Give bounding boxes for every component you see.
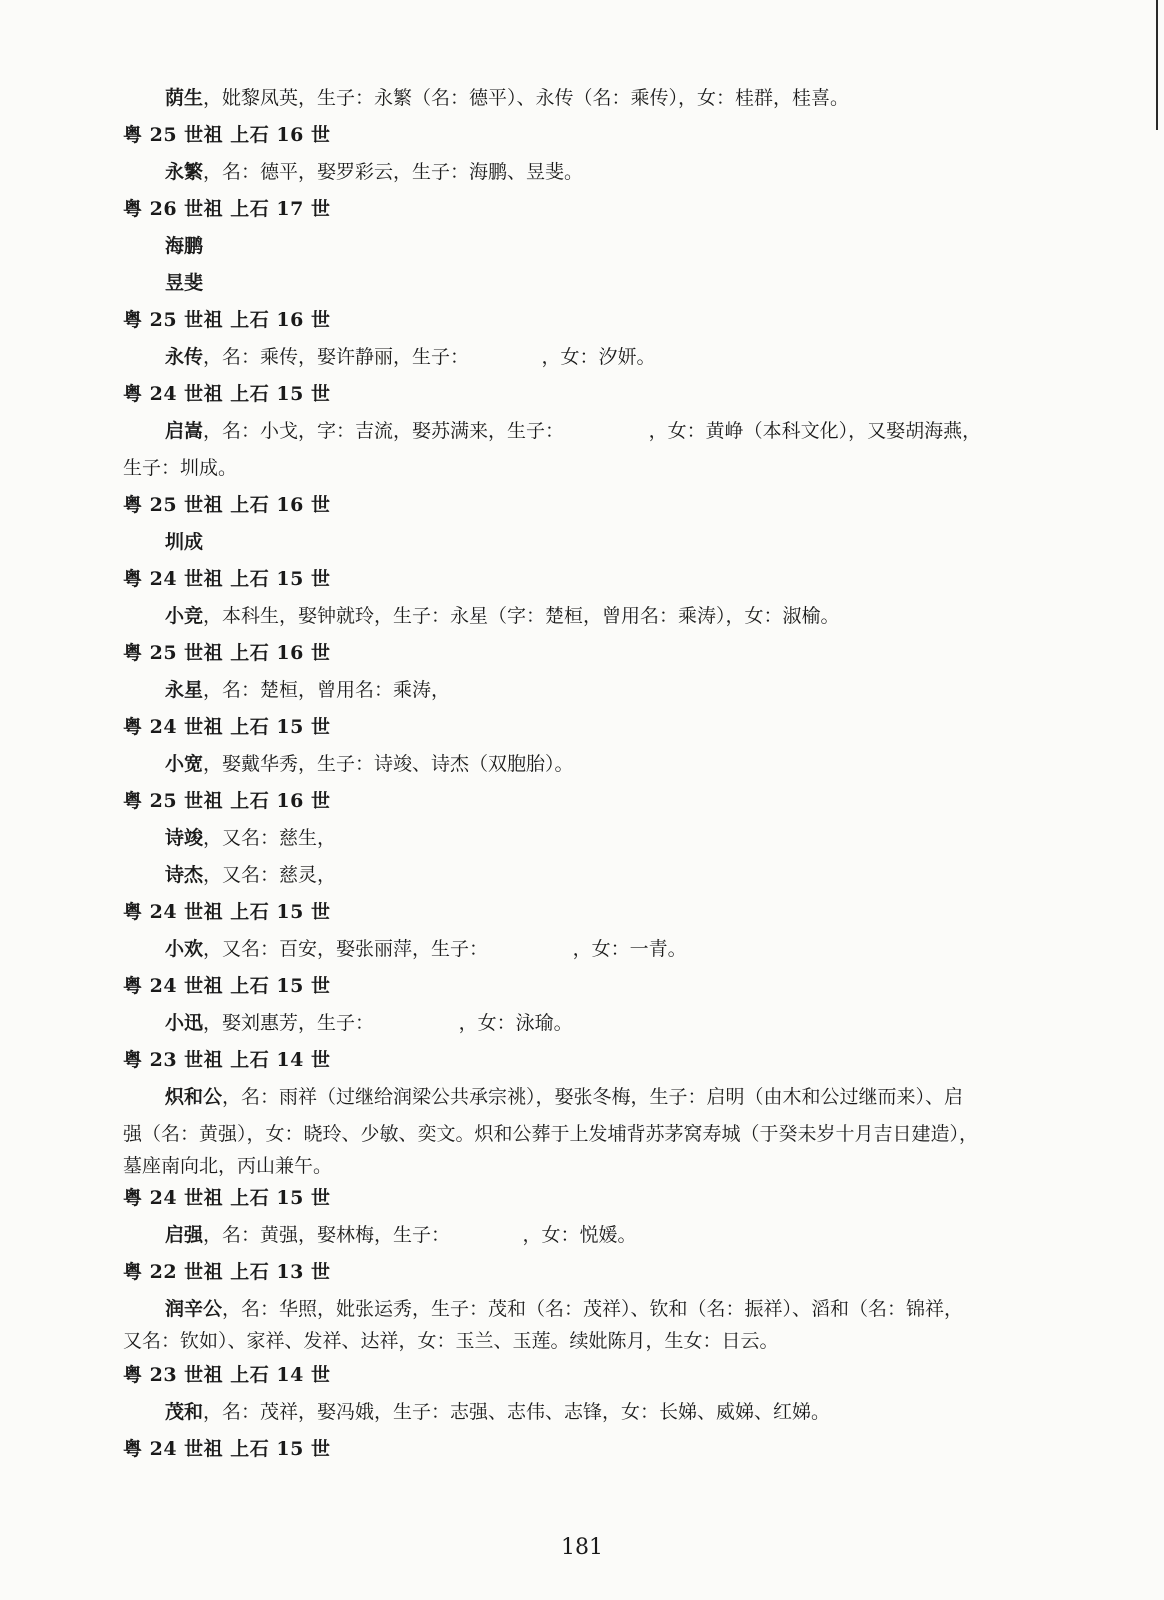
person-name: 小竞	[165, 605, 204, 627]
generation-heading: 粤 24 世祖 上石 15 世	[123, 383, 331, 405]
person-name: 荫生	[165, 87, 204, 109]
generation-heading: 粤 25 世祖 上石 16 世	[123, 642, 331, 664]
generation-heading: 粤 25 世祖 上石 16 世	[123, 309, 331, 331]
person-name: 小迅	[165, 1012, 204, 1034]
person-entry	[165, 933, 1164, 965]
entry-continuation: 又名：钦如）、家祥、发祥、达祥，女：玉兰、玉莲。续妣陈月，生女：日云。	[123, 1330, 779, 1352]
person-entry	[165, 600, 1164, 632]
generation-heading: 粤 24 世祖 上石 15 世	[123, 901, 331, 923]
person-entry	[165, 859, 1164, 891]
person-name: 小欢	[165, 938, 204, 960]
person-entry	[165, 341, 1164, 373]
person-details: ，又名：慈灵，	[203, 864, 337, 886]
entry-continuation: 生子：圳成。	[123, 457, 238, 479]
person-details: ，又名：百安，娶张丽萍，生子： ，女：一青。	[203, 938, 687, 960]
person-entry	[165, 415, 1164, 447]
generation-heading: 粤 24 世祖 上石 15 世	[123, 1187, 331, 1209]
generation-heading: 粤 24 世祖 上石 15 世	[123, 975, 331, 997]
person-details: ，名：华照，妣张运秀，生子：茂和（名：茂祥）、钦和（名：振祥）、滔和（名：锦祥，	[222, 1298, 964, 1320]
entry-continuation: 强（名：黄强），女：晓玲、少敏、奕文。炽和公葬于上发埔背苏茅窝寿城（于癸未岁十月吉日建造），	[123, 1123, 979, 1145]
person-entry	[165, 1007, 1164, 1039]
person-details: ，娶刘惠芳，生子： ，女：泳瑜。	[203, 1012, 573, 1034]
generation-heading: 粤 25 世祖 上石 16 世	[123, 790, 331, 812]
person-details: ，娶戴华秀，生子：诗竣、诗杰（双胞胎）。	[203, 753, 574, 775]
generation-heading: 粤 25 世祖 上石 16 世	[123, 124, 331, 146]
person-name: 润辛公	[165, 1298, 223, 1320]
person-details: ，本科生，娶钟就玲，生子：永星（字：楚桓，曾用名：乘涛），女：淑榆。	[203, 605, 840, 627]
person-details: ，名：楚桓，曾用名：乘涛，	[203, 679, 451, 701]
generation-heading: 粤 24 世祖 上石 15 世	[123, 1438, 331, 1460]
person-name: 永传	[165, 346, 204, 368]
generation-heading: 粤 23 世祖 上石 14 世	[123, 1364, 331, 1386]
person-name: 小宽	[165, 753, 204, 775]
person-name: 圳成	[165, 531, 204, 553]
person-details: ，名：乘传，娶许静丽，生子： ，女：汐妍。	[203, 346, 656, 368]
generation-heading: 粤 24 世祖 上石 15 世	[123, 716, 331, 738]
person-details: ，又名：慈生，	[203, 827, 337, 849]
entry-continuation: 墓座南向北，丙山兼午。	[123, 1155, 333, 1177]
person-name: 永星	[165, 679, 204, 701]
person-name: 诗杰	[165, 864, 204, 886]
person-details: ，名：德平，娶罗彩云，生子：海鹏、昱斐。	[203, 161, 584, 183]
generation-heading: 粤 22 世祖 上石 13 世	[123, 1261, 331, 1283]
person-entry	[165, 822, 1164, 854]
person-entry	[165, 1081, 1164, 1113]
person-name: 启嵩	[165, 420, 204, 442]
person-name: 炽和公	[165, 1086, 223, 1108]
person-details: ，名：小戈，字：吉流，娶苏满来，生子： ，女：黄峥（本科文化），又娶胡海燕，	[203, 420, 982, 442]
person-name: 永繁	[165, 161, 204, 183]
person-entry	[165, 267, 1164, 299]
person-name: 诗竣	[165, 827, 204, 849]
person-name: 海鹏	[165, 235, 204, 257]
person-details: ，名：雨祥（过继给润梁公共承宗祧），娶张冬梅，生子：启明（由木和公过继而来）、启	[222, 1086, 964, 1108]
person-entry	[165, 1396, 1164, 1428]
person-name: 茂和	[165, 1401, 204, 1423]
person-details: ，名：黄强，娶林梅，生子： ，女：悦媛。	[203, 1224, 637, 1246]
generation-heading: 粤 23 世祖 上石 14 世	[123, 1049, 331, 1071]
person-entry	[165, 748, 1164, 780]
person-name: 启强	[165, 1224, 204, 1246]
generation-heading: 粤 25 世祖 上石 16 世	[123, 494, 331, 516]
generation-heading: 粤 26 世祖 上石 17 世	[123, 198, 331, 220]
generation-heading: 粤 24 世祖 上石 15 世	[123, 568, 331, 590]
person-entry	[165, 1293, 1164, 1325]
page-number: 181	[561, 1535, 603, 1560]
person-entry	[165, 526, 1164, 558]
person-entry	[165, 1219, 1164, 1251]
person-entry	[165, 82, 1164, 114]
person-name: 昱斐	[165, 272, 204, 294]
person-entry	[165, 230, 1164, 262]
person-entry	[165, 674, 1164, 706]
person-entry	[165, 156, 1164, 188]
person-details: ，名：茂祥，娶冯娥，生子：志强、志伟、志锋，女：长娣、威娣、红娣。	[203, 1401, 831, 1423]
person-details: ，妣黎凤英，生子：永繁（名：德平）、永传（名：乘传），女：桂群，桂喜。	[203, 87, 850, 109]
